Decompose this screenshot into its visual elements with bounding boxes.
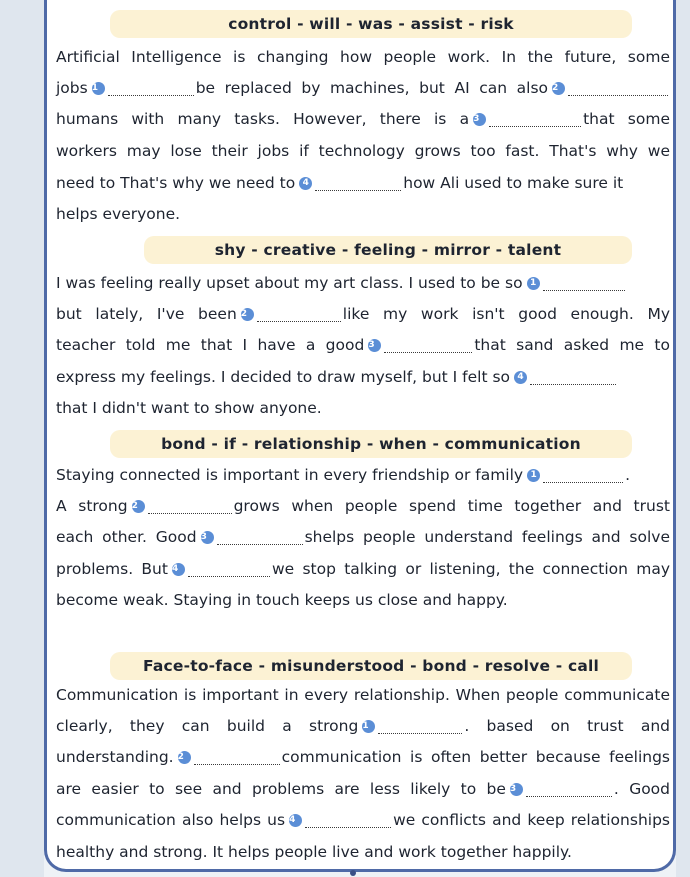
blank-number-badge: 2 (178, 751, 191, 764)
answer-blank[interactable] (568, 81, 668, 96)
blank-number-badge: 4 (172, 563, 185, 576)
passage-1-line-2: jobs 1 be replaced by machines, but AI can also 2 (56, 75, 670, 101)
blank-number-badge: 3 (473, 113, 486, 126)
passage-1-line-5: need to That's why we need to 4 how Ali used to make sure it (56, 174, 624, 192)
answer-blank[interactable] (108, 81, 194, 96)
blank-number-badge: 3 (201, 531, 214, 544)
answer-blank[interactable] (315, 176, 401, 191)
passage-4-line-3: understanding. 2 communication is often better because feelings (56, 748, 670, 766)
passage-3-line-2: A strong 2 grows when people spend time together and trust (56, 497, 670, 515)
answer-blank[interactable] (378, 719, 462, 734)
passage-1-line-3: humans with many tasks. However, there is a 3 that some (56, 110, 670, 128)
blank-number-badge: 4 (289, 814, 302, 827)
passage-2-line-2: but lately, I've been 2 like my work isn't good enough. My (56, 305, 670, 323)
passage-1-line-1: Artificial Intelligence is changing how people work. In the future, some (56, 48, 670, 66)
word-bank-2: shy - creative - feeling - mirror - talent (144, 236, 632, 264)
blank-number-badge: 3 (368, 339, 381, 352)
passage-2-line-4: express my feelings. I decided to draw myself, but I felt so 4 (56, 364, 670, 390)
page-margin-right (676, 0, 690, 877)
answer-blank[interactable] (530, 370, 616, 385)
answer-blank[interactable] (217, 530, 303, 545)
word-bank-3: bond - if - relationship - when - communication (110, 430, 632, 458)
answer-blank[interactable] (257, 307, 341, 322)
blank-number-badge: 2 (241, 308, 254, 321)
answer-blank[interactable] (526, 782, 612, 797)
frame-dot (350, 870, 356, 876)
answer-blank[interactable] (188, 562, 270, 577)
blank-number-badge: 2 (552, 82, 565, 95)
answer-blank[interactable] (489, 112, 581, 127)
passage-1-line-4: workers may lose their jobs if technology grows too fast. That's why we (56, 142, 670, 160)
passage-3-line-1: Staying connected is important in every friendship or family 1 . (56, 466, 631, 484)
blank-number-badge: 2 (132, 500, 145, 513)
word-bank-1: control - will - was - assist - risk (110, 10, 632, 38)
passage-2-line-5: that I didn't want to show anyone. (56, 399, 322, 417)
page-margin-left (0, 0, 44, 877)
answer-blank[interactable] (194, 750, 280, 765)
answer-blank[interactable] (384, 338, 472, 353)
passage-3-line-5: become weak. Staying in touch keeps us close and happy. (56, 591, 508, 609)
blank-number-badge: 1 (92, 82, 105, 95)
passage-1-line-6: helps everyone. (56, 205, 181, 223)
answer-blank[interactable] (148, 499, 232, 514)
blank-number-badge: 4 (514, 371, 527, 384)
passage-4-line-6: healthy and strong. It helps people live and work together happily. (56, 843, 572, 861)
blank-number-badge: 3 (510, 783, 523, 796)
passage-4-line-1: Communication is important in every relationship. When people communicate (56, 686, 670, 704)
answer-blank[interactable] (543, 276, 625, 291)
passage-3-line-4: problems. But 4 we stop talking or listening, the connection may (56, 560, 670, 578)
blank-number-badge: 4 (299, 177, 312, 190)
passage-3-line-3: each other. Good 3 shelps people understand feelings and solve (56, 528, 670, 546)
answer-blank[interactable] (543, 468, 623, 483)
answer-blank[interactable] (305, 813, 391, 828)
blank-number-badge: 1 (527, 277, 540, 290)
blank-number-badge: 1 (527, 469, 540, 482)
passage-4-line-4: are easier to see and problems are less likely to be 3 . Good (56, 780, 671, 798)
passage-4-line-5: communication also helps us 4 we conflicts and keep relationships (56, 811, 670, 829)
passage-2-line-1: I was feeling really upset about my art class. I used to be so 1 (56, 270, 670, 296)
word-bank-4: Face-to-face - misunderstood - bond - resolve - call (110, 652, 632, 680)
passage-4-line-2: clearly, they can build a strong 1 . based on trust and (56, 717, 670, 735)
passage-2-line-3: teacher told me that I have a good 3 that sand asked me to (56, 336, 670, 354)
blank-number-badge: 1 (362, 720, 375, 733)
